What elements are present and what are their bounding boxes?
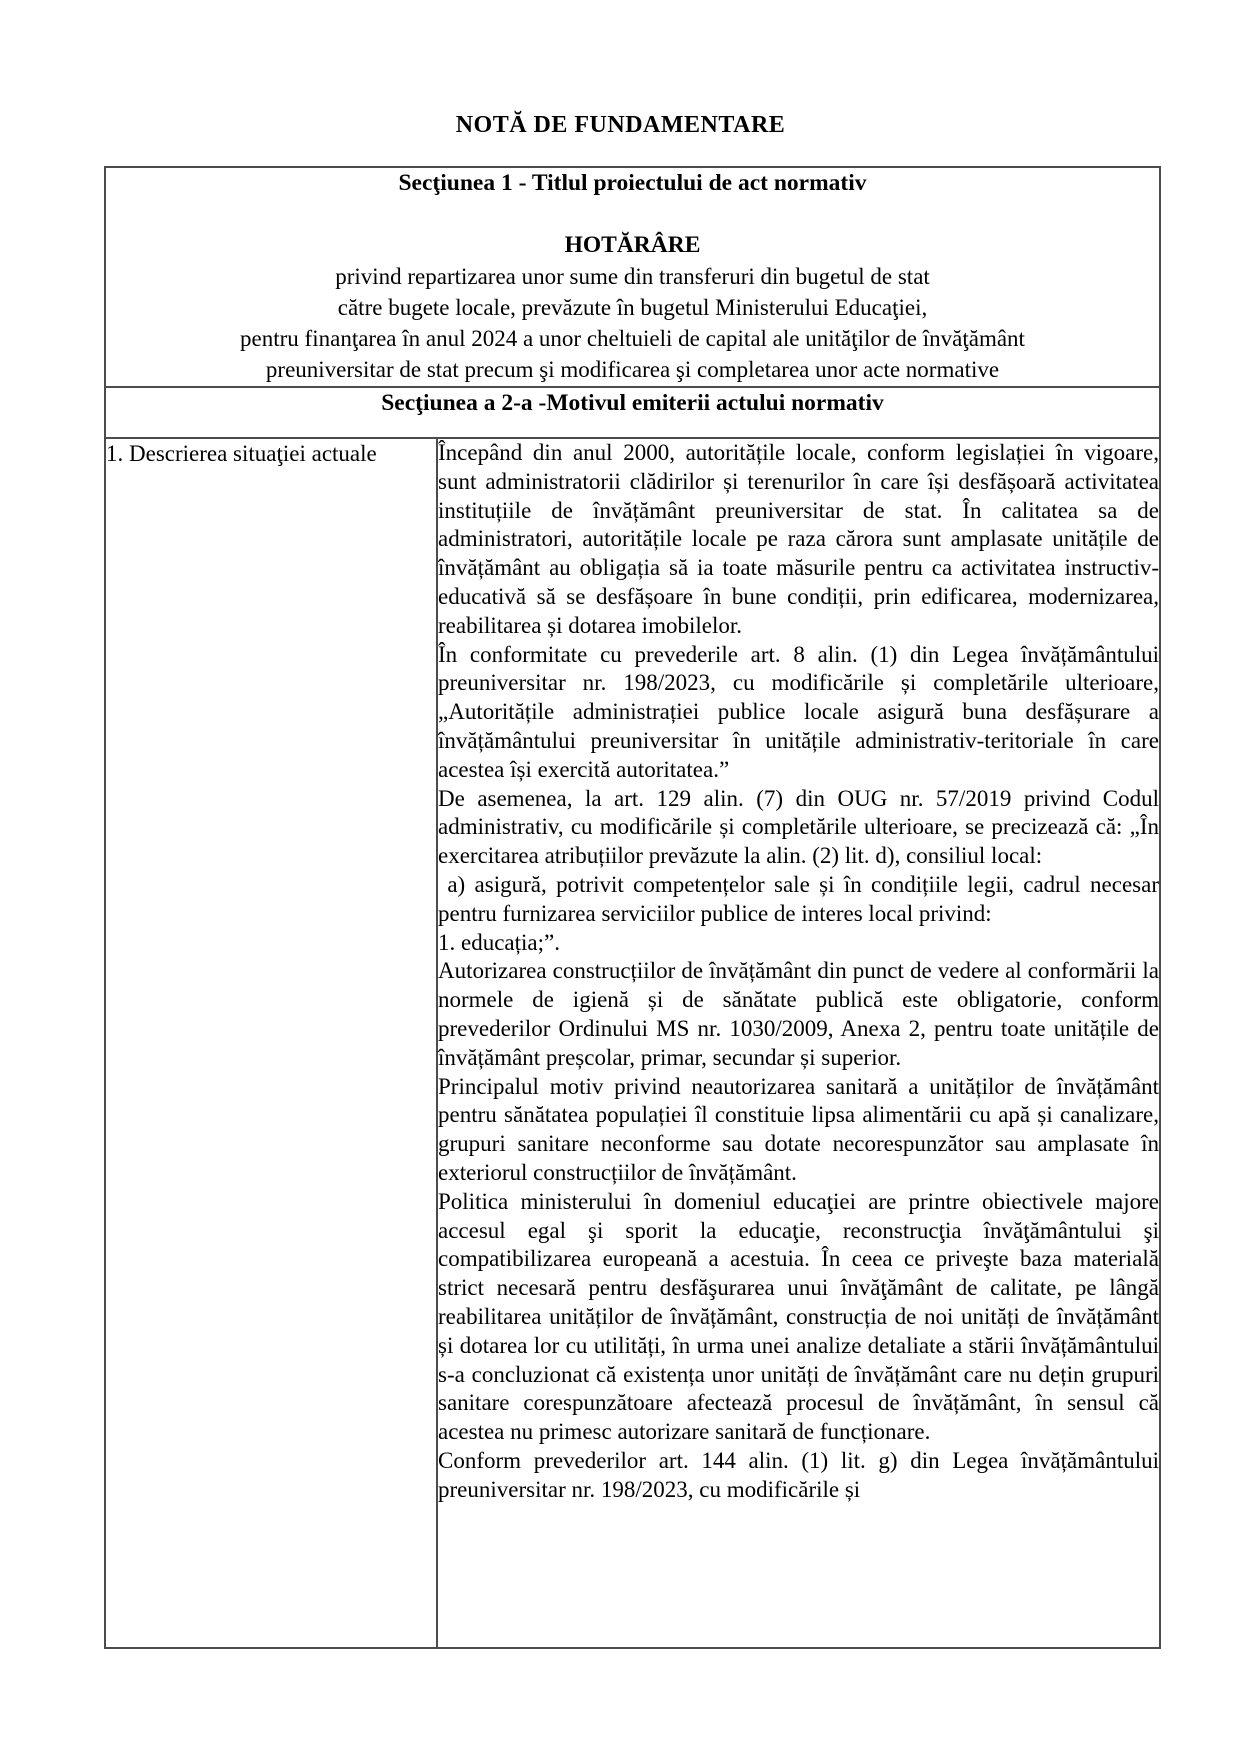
section-2-row — [105, 387, 1160, 438]
section-1-cell — [105, 167, 1160, 387]
paragraph: În conformitate cu prevederile art. 8 alin. (1) din Legea învățământului preuniversitar nr. 198/2023, cu modificările și completările ulterioare, „Autoritățile administrației publice locale asigură buna desfășurare a învățământului preuniversitar în unitățile administrativ-teritoriale în care acestea își exercită autoritatea.” — [438, 641, 1159, 782]
row-label: 1. Descrierea situaţiei actuale — [106, 441, 377, 466]
paragraph: 1. educația;”. — [438, 929, 560, 955]
section-2-heading: Secţiunea a 2-a -Motivul emiterii actului normativ — [381, 390, 884, 416]
paragraph: Principalul motiv privind neautorizarea sanitară a unităților de învățământ pentru sănătatea populației îl constituie lipsa alimentării cu apă și canalizare, grupuri sanitare neconforme sau dotate necorespunzător sau amplasate în exteriorul construcțiilor de învățământ. — [438, 1073, 1159, 1185]
paragraph: a) asigură, potrivit competențelor sale și în condițiile legii, cadrul necesar pentru furnizarea serviciilor publice de interes local privind: — [438, 871, 1159, 926]
act-name: HOTĂRÂRE — [564, 232, 701, 258]
act-title-line: preuniversitar de stat precum şi modificarea şi completarea unor acte normative — [265, 357, 1000, 382]
description-row — [105, 438, 1160, 1648]
row-label-cell — [105, 438, 437, 1648]
section-2-cell — [105, 387, 1160, 438]
paragraph: Începând din anul 2000, autoritățile locale, conform legislației în vigoare, sunt administratorii clădirilor și terenurilor în care își desfășoară activitatea instituțiile de învățământ preuniversitar de stat. În calitatea sa de administratori, autoritățile locale pe raza cărora sunt amplasate unitățile de învățământ au obligația să ia toate măsurile pentru ca activitatea instructiv-educativă să se desfășoare în bune condiții, prin edificarea, modernizarea, reabilitarea și dotarea imobilelor. — [438, 440, 1159, 638]
paragraph: Autorizarea construcțiilor de învățământ din punct de vedere al conformării la normele de igienă și de sănătate publică este obligatorie, conform prevederilor Ordinului MS nr. 1030/2009, Anexa 2, pentru toate unitățile de învățământ preșcolar, primar, secundar și superior. — [438, 958, 1159, 1070]
paragraph: Conform prevederilor art. 144 alin. (1) lit. g) din Legea învățământului preuniversitar nr. 198/2023, cu modificările și — [438, 1447, 1159, 1502]
fundamentare-table — [104, 166, 1161, 1649]
act-title-line: către bugete locale, prevăzute în bugetul Ministerului Educaţiei, — [337, 295, 928, 320]
section-1-row — [105, 167, 1160, 387]
row-body-cell — [437, 438, 1160, 1648]
document-title: NOTĂ DE FUNDAMENTARE — [455, 112, 786, 138]
act-title-line: privind repartizarea unor sume din transferuri din bugetul de stat — [335, 264, 930, 289]
section-1-heading: Secţiunea 1 - Titlul proiectului de act normativ — [398, 170, 867, 196]
blank-line — [106, 199, 1159, 230]
paragraph: Politica ministerului în domeniul educaţiei are printre obiectivele majore accesul egal şi sporit la educaţie, reconstrucţia învăţământului şi compatibilizarea europeană a acestuia. În ceea ce priveşte baza materială strict necesară pentru desfăşurarea unui învăţământ de calitate, pe lângă reabilitarea unităților de învățământ, construcția de noi unități de învățământ și dotarea lor cu utilități, în urma unei analize detaliate a stării învățământului s-a concluzionat că existența unor unități de învățământ care nu dețin grupuri sanitare corespunzătoare afectează procesul de învățământ, în sensul că acestea nu primesc autorizare sanitară de funcționare. — [438, 1188, 1159, 1445]
act-title-lines — [106, 261, 1159, 385]
act-title-line: pentru finanţarea în anul 2024 a unor cheltuieli de capital ale unităţilor de învăţământ — [240, 326, 1025, 351]
paragraph: De asemenea, la art. 129 alin. (7) din OUG nr. 57/2019 privind Codul administrativ, cu modificările și completările ulterioare, se precizează că: „În exercitarea atribuțiilor prevăzute la alin. (2) lit. d), consiliul local: — [438, 785, 1159, 869]
body-paragraphs — [438, 439, 1159, 1504]
